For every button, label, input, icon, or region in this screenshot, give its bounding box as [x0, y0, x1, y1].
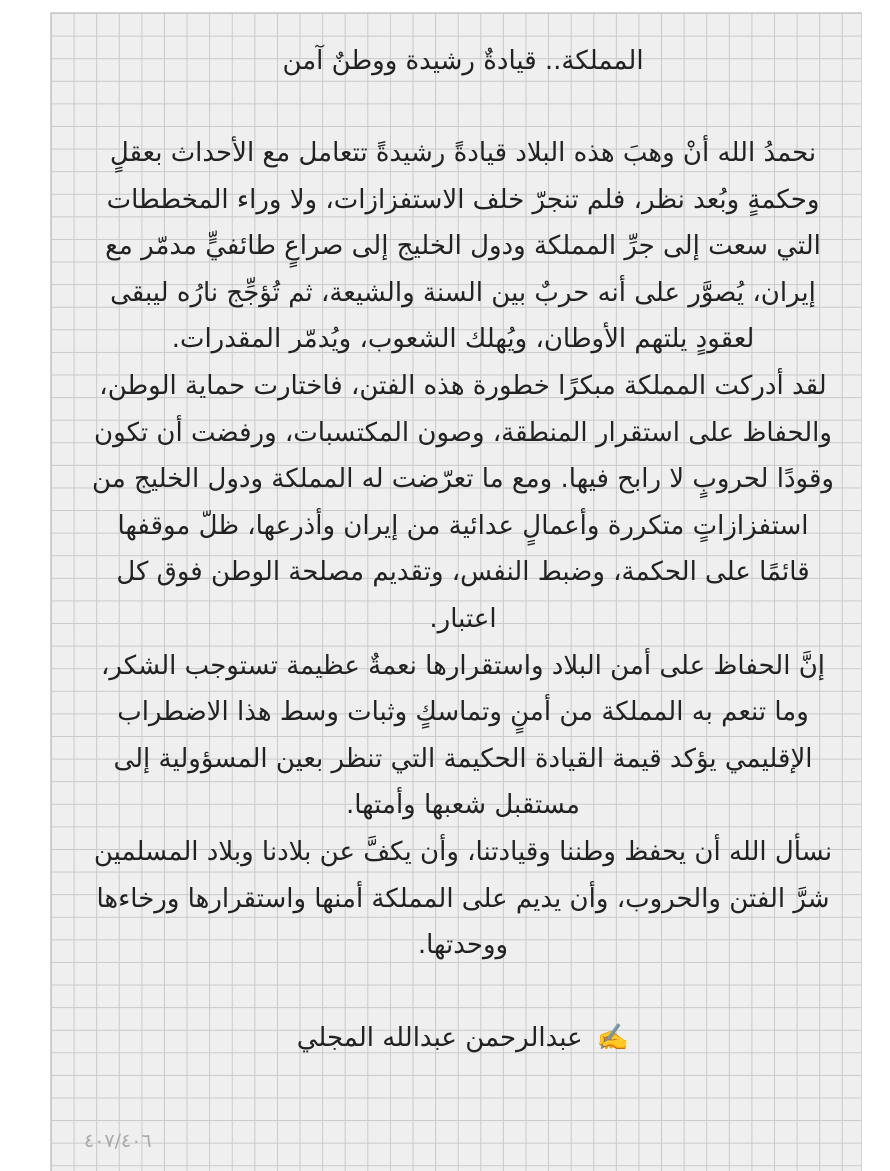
- blank-line: [90, 84, 836, 130]
- article-paragraph-4: نسأل الله أن يحفظ وطننا وقيادتنا، وأن يكفَّ عن بلادنا وبلاد المسلمين شرَّ الفتن والحروب، وأن يديم على المملكة أمنها واستقرارها ورخاءها ووحدتها.: [93, 836, 833, 961]
- article-title: المملكة.. قيادةٌ رشيدة ووطنٌ آمن: [282, 46, 644, 76]
- article-paragraph-2: لقد أدركت المملكة مبكرًا خطورة هذه الفتن، فاختارت حماية الوطن، والحفاظ على استقرار المنطقة، وصون المكتسبات، ورفضت أن تكون وقودًا لحروبٍ لا رابح فيها. ومع ما تعرّضت له المملكة ودول الخليج من استفزازاتٍ متكررة وأعمالٍ عدائية من إيران وأذرعها، ظلّ موقفها قائمًا على الحكمة، وضبط النفس، وتقديم مصلحة الوطن فوق كل اعتبار.: [92, 370, 834, 634]
- signature-name: عبدالرحمن عبدالله المجلي: [296, 1022, 583, 1053]
- article: [90, 38, 836, 1061]
- article-paragraph-3: إنَّ الحفاظ على أمن البلاد واستقرارها نعمةٌ عظيمة تستوجب الشكر، وما تنعم به المملكة من أمنٍ وتماسكٍ وثبات وسط هذا الاضطراب الإقليمي يؤكد قيمة القيادة الحكيمة التي تنظر بعين المسؤولية إلى مستقبل شعبها وأمتها.: [100, 650, 826, 821]
- page-stamp: ٤٠٧/٤٠٦: [84, 1130, 152, 1152]
- writing-hand-icon: ✍️: [596, 1022, 630, 1053]
- signature: [90, 1015, 836, 1061]
- blank-line: [90, 969, 836, 1015]
- article-paragraph-1: نحمدُ الله أنْ وهبَ هذه البلاد قيادةً رشيدةً تتعامل مع الأحداث بعقلٍ وحكمةٍ وبُعد نظر، فلم تنجرّ خلف الاستفزازات، ولا وراء المخططات التي سعت إلى جرِّ المملكة ودول الخليج إلى صراعٍ طائفيٍّ مدمّر مع إيران، يُصوَّر على أنه حربٌ بين السنة والشيعة، ثم تُؤجِّج نارُه ليبقى لعقودٍ يلتهم الأوطان، ويُهلك الشعوب، ويُدمّر المقدرات.: [105, 138, 821, 355]
